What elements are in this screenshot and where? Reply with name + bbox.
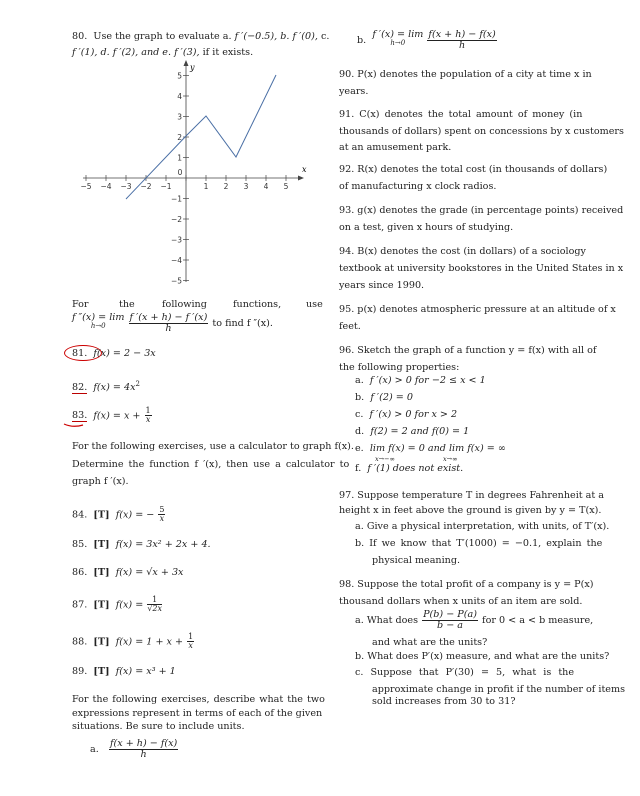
problem-97-b-line1: b. If we know that T′(1000) = −0.1, explain the (355, 538, 603, 549)
expression-b: b. f ′(x) = lim h→0 $\frac{f(x + h) - f(x)}{h}$ (357, 29, 496, 52)
x-tick-label: 3 (243, 182, 249, 191)
y-tick-label: 3 (177, 112, 182, 122)
problem-83: 83. f(x) = x + $\frac{1}{x}$ (72, 406, 151, 425)
problem-90-line2: years. (339, 86, 369, 97)
problem-97-line1: 97. Suppose temperature T in degrees Fahrenheit at a (339, 490, 605, 501)
problem-96-e-subscripts: x→−∞ x→∞ (375, 455, 458, 463)
problem-84: 84. [T] f(x) = − $\frac{5}{x}$ (72, 505, 165, 524)
problem-98-line2: thousand dollars when x units of an item are sold. (339, 596, 583, 607)
x-tick-label: 2 (223, 182, 229, 191)
problem-80-line1: 80. Use the graph to evaluate a. f ′(−0.5), b. f ′(0), c. (72, 31, 330, 42)
problem-96-f: f. f ′(1) does not exist. (355, 463, 464, 474)
y-tick-label: 4 (177, 92, 182, 101)
y-tick-label: −3 (170, 235, 182, 245)
problem-88: 88. [T] f(x) = 1 + x + $\frac{1}{x}$ (72, 632, 194, 651)
problem-96-d: d. f(2) = 2 and f(0) = 1 (355, 426, 470, 437)
problem-80-line2: f ′(1), d. f ′(2), and e. f ′(3), if it exists. (72, 47, 254, 58)
problem-89: 89. [T] f(x) = x³ + 1 (72, 666, 176, 677)
problem-91-line3: at an amusement park. (339, 142, 452, 153)
function-curve (126, 75, 276, 199)
x-tick-label: −5 (80, 182, 92, 191)
problem-98-c-line3: sold increases from 30 to 31? (372, 696, 516, 707)
problem-98-b: b. What does P′(x) measure, and what are the units? (355, 651, 610, 662)
problem-90-line1: 90. P(x) denotes the population of a city at time x in (339, 69, 592, 80)
x-tick-label: 0 (177, 168, 183, 177)
problem-98-c-line2: approximate change in profit if the number of items (372, 684, 626, 695)
problem-96-line1: 96. Sketch the graph of a function y = f(x) with all of (339, 345, 597, 356)
problem-82: 82. $f(x) = 4x^2$ (72, 380, 140, 394)
expression-a: a. $\frac{f(x + h) - f(x)}{h}$ (90, 738, 178, 761)
problem-96-a: a. f ′(x) > 0 for −2 ≤ x < 1 (355, 375, 486, 386)
intro-calculator-line2: Determine the function f ′(x), then use a calculator to (72, 459, 350, 470)
problem-81: 81. f(x) = 2 − 3x (72, 348, 156, 359)
problem-97-b-line2: physical meaning. (372, 555, 461, 566)
y-tick-label: −5 (170, 276, 182, 285)
intro-describe-line2: expressions represent in terms of each of the given (72, 708, 323, 719)
y-tick-label: 5 (177, 71, 182, 81)
problem-96-c: c. f ′(x) > 0 for x > 2 (355, 409, 458, 420)
problem-96-e: e. lim f(x) = 0 and lim f(x) = ∞ (355, 443, 506, 454)
problem-96-line2: the following properties: (339, 362, 460, 373)
problem-97-a: a. Give a physical interpretation, with units, of T′(x). (355, 521, 610, 532)
x-axis-label: x (302, 165, 307, 174)
problem-91-line1: 91. C(x) denotes the total amount of money (in (339, 109, 583, 120)
function-graph (78, 60, 318, 285)
y-tick-label: 2 (177, 133, 182, 142)
intro-calculator-line3: graph f ′(x). (72, 476, 129, 487)
x-tick-label: 5 (283, 182, 289, 191)
problem-94-line2: textbook at university bookstores in the United States in x (339, 263, 624, 274)
problem-91-line2: thousands of dollars) spent on concessions by x customers (339, 126, 624, 137)
problem-87: 87. [T] f(x) = $\frac{1}{√2x}$ (72, 595, 163, 614)
underline-annotation (63, 422, 85, 428)
x-tick-label: 4 (263, 182, 269, 191)
y-tick-label: 1 (177, 153, 182, 163)
problem-86: 86. [T] f(x) = √x + 3x (72, 567, 184, 578)
y-axis-arrow (184, 60, 189, 66)
x-axis-arrow (298, 176, 304, 181)
x-tick-label: −3 (120, 182, 132, 191)
y-tick-label: −2 (170, 215, 182, 224)
intro-calculator-line1: For the following exercises, use a calculator to graph f(x). (72, 441, 354, 452)
problem-92-line2: of manufacturing x clock radios. (339, 181, 497, 192)
problem-92-line1: 92. R(x) denotes the total cost (in thousands of dollars) (339, 164, 608, 175)
intro-describe-line1: For the following exercises, describe what the two (72, 694, 325, 705)
y-axis-label: y (190, 63, 195, 72)
problem-93-line1: 93. g(x) denotes the grade (in percentage points) received (339, 205, 624, 216)
problem-98-c-line1: c. Suppose that P′(30) = 5, what is the (355, 667, 575, 678)
x-tick-label: −1 (160, 182, 172, 191)
problem-98-a-line2: and what are the units? (372, 637, 488, 648)
problem-98-a-line1: a. What does $\frac{P(b) - P(a)}{b - a}$ for 0 < a < b measure, (355, 609, 594, 632)
second-derivative-formula: f ″(x) = lim h→0 $\frac{f '(x + h) - f '(x)}{h}$ to find f ″(x). (72, 312, 273, 335)
problem-85: 85. [T] f(x) = 3x² + 2x + 4. (72, 539, 211, 550)
problem-number: 80. (72, 31, 88, 42)
problem-98-line1: 98. Suppose the total profit of a company is y = P(x) (339, 579, 594, 590)
problem-95-line2: feet. (339, 321, 361, 332)
problem-96-b: b. f ′(2) = 0 (355, 392, 413, 403)
y-tick-label: −1 (170, 194, 182, 204)
problem-94-line3: years since 1990. (339, 280, 425, 291)
problem-97-line2: height x in feet above the ground is given by y = T(x). (339, 505, 602, 516)
x-tick-label: 1 (203, 182, 209, 191)
y-tick-label: −4 (170, 256, 182, 265)
x-tick-label: −4 (100, 182, 112, 191)
problem-94-line1: 94. B(x) denotes the cost (in dollars) of a sociology (339, 246, 586, 257)
intro-describe-line3: situations. Be sure to include units. (72, 721, 245, 732)
problem-95-line1: 95. p(x) denotes atmospheric pressure at an altitude of x (339, 304, 616, 315)
x-tick-label: −2 (140, 182, 152, 191)
problem-93-line2: on a test, given x hours of studying. (339, 222, 514, 233)
